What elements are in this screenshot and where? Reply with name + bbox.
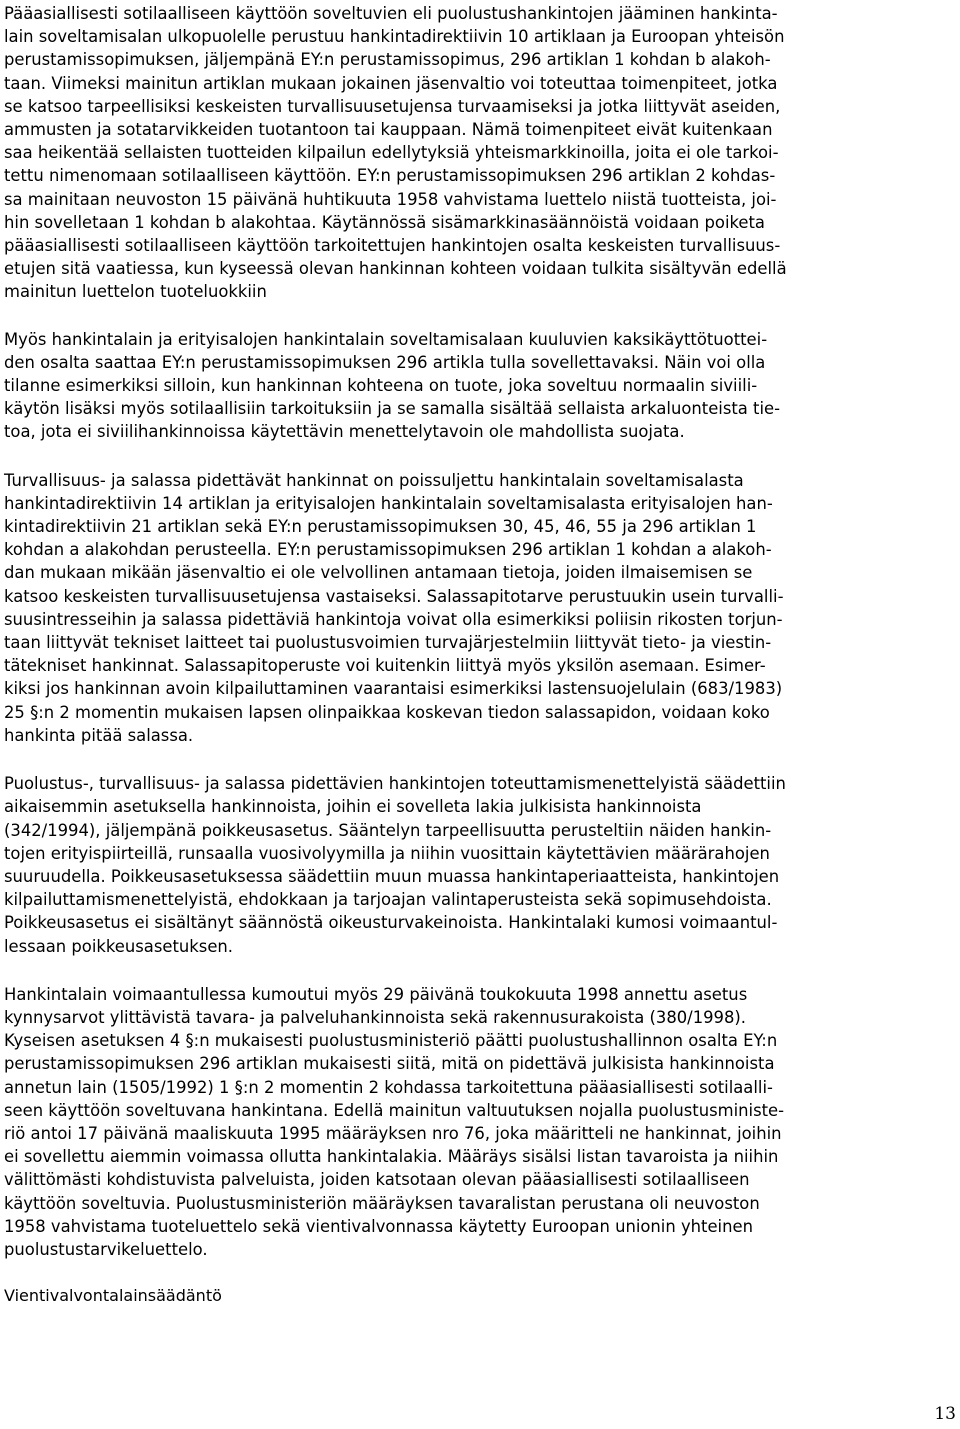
paragraph-security-secret-procurement: Turvallisuus- ja salassa pidettävät hankinnat on poissuljettu hankintalain soveltamisalasta hankintadirektiivin 14 artiklan ja erityisalojen hankintalain soveltamisalasta erityisalojen han- kintadirektiivin 21 artiklan sekä EY:n perustamissopimuksen 30, 45, 46, 55 ja 296 artiklan 1 kohdan a alakohdan perusteella. EY:n perustamissopimuksen 296 artiklan 1 kohdan a alakoh- dan mukaan mikään jäsenvaltio ei ole velvollinen antamaan tietoja, joiden ilmaisemisen se katsoo keskeisten turvallisuusetujensa vastaiseksi. Salassapitotarve perustuukin usein turvalli- suusintresseihin ja salassa pidettäviä hankintoja voivat olla esimerkiksi poliisin rikosten torjun- taan liittyvät tekniset laitteet tai puolustusvoimien turvajärjestelmiin liittyvät tieto- ja viestin- tätekniset hankinnat. Salassapitoperuste voi kuitenkin liittyä myös yksilön asemaan. Esimer- kiksi jos hankinnan avoin kilpailuttaminen vaarantaisi esimerkiksi lastensuojelulain (683/1983) 25 §:n 2 momentin mukaisen lapsen olinpaikkaa koskevan tiedon salassapidon, voidaan koko hankinta pitää salassa. [4,470,784,745]
paragraph-defence-procurement-exclusion: Pääasiallisesti sotilaalliseen käyttöön soveltuvien eli puolustushankintojen jääminen hankinta- lain soveltamisalan ulkopuolelle perustuu hankintadirektiivin 10 artiklaan ja Euroopan yhteisön perustamissopimuksen, jäljempänä EY:n perustamissopimus, 296 artiklan 1 kohdan b alakoh- taan. Viimeksi mainitun artiklan mukaan jokainen jäsenvaltio voi toteuttaa toimenpiteet, jotka se katsoo tarpeellisiksi keskeisten turvallisuusetujensa turvaamiseksi ja jotka liittyvät aseiden, ammusten ja sotatarvikkeiden tuotantoon tai kauppaan. Nämä toimenpiteet eivät kuitenkaan saa heikentää sellaisten tuotteiden kilpailun edellytyksiä yhteismarkkinoilla, joita ei ole tarkoi- tettu nimenomaan sotilaalliseen käyttöön. EY:n perustamissopimuksen 296 artiklan 2 kohdas- sa mainitaan neuvoston 15 päivänä huhtikuuta 1958 vahvistama luettelo niistä tuotteista, joi- hin sovelletaan 1 kohdan b alakohtaa. Käytännössä sisämarkkinasäännöistä voidaan poiketa pääasiallisesti sotilaalliseen käyttöön tarkoitettujen hankintojen osalta keskeisten turvallisuus- etujen sitä vaatiessa, kun kyseessä olevan hankinnan kohteen voidaan tulkita sisältyvän edellä mainitun luettelon tuoteluokkiin [4,4,787,302]
document-page [4,0,956,1307]
paragraph-dual-use-products: Myös hankintalain ja erityisalojen hankintalain soveltamisalaan kuuluvien kaksikäyttötuottei- den osalta saattaa EY:n perustamissopimuksen 296 artikla tulla sovellettavaksi. Näin voi olla tilanne esimerkiksi silloin, kun hankinnan kohteena on tuote, joka soveltuu normaalin siviili- käytön lisäksi myös sotilaallisiin tarkoituksiin ja se samalla sisältää sellaista arkaluonteista tie- toa, jota ei siviilihankinnoissa käytettävin menettelytavoin ole mahdollista suojata. [4,329,781,442]
section-heading: Vientivalvontalainsäädäntö [4,1286,222,1306]
page-number: 13 [934,1404,956,1424]
paragraph-threshold-decree: Hankintalain voimaantullessa kumoutui myös 29 päivänä toukokuuta 1998 annettu asetus kynnysarvot ylittävistä tavara- ja palveluhankinnoista sekä rakennusurakoista (380/1998). Kyseisen asetuksen 4 §:n mukaisesti puolustusministeriö päätti puolustushallinnon osalta EY:n perustamissopimuksen 296 artiklan mukaisesti siitä, mitä on pidettävä julkisista hankinnoista annetun lain (1505/1992) 1 §:n 2 momentin 2 kohdassa tarkoitettuna pääasiallisesti sotilaalli- seen käyttöön soveltuvana hankintana. Edellä mainitun valtuutuksen nojalla puolustusministe- riö antoi 17 päivänä maaliskuuta 1995 määräyksen nro 76, joka määritteli ne hankinnat, joihin ei sovellettu aiemmin voimassa ollutta hankintalakia. Määräys sisälsi listan tavaroista ja niihin välittömästi kohdistuvista palveluista, joiden katsotaan olevan pääasiallisesti sotilaalliseen käyttöön soveltuvia. Puolustusministeriön määräyksen tavaralistan perustana oli neuvoston 1958 vahvistama tuoteluettelo sekä vientivalvonnassa käytetty Euroopan unionin yhteinen puolustustarvikeluettelo. [4,984,785,1259]
paragraph-exception-decree: Puolustus-, turvallisuus- ja salassa pidettävien hankintojen toteuttamismenettelyistä säädettiin aikaisemmin asetuksella hankinnoista, joihin ei sovelleta lakia julkisista hankinnoista (342/1994), jäljempänä poikkeusasetus. Sääntelyn tarpeellisuutta perusteltiin näiden hankin- tojen erityispiirteillä, runsaalla vuosivolyymilla ja niihin vuosittain käytettävien määrärahojen suuruudella. Poikkeusasetuksessa säädettiin muun muassa hankintaperiaatteista, hankintojen kilpailuttamismenettelyistä, ehdokkaan ja tarjoajan valintaperusteista sekä sopimusehdoista. Poikkeusasetus ei sisältänyt säännöstä oikeusturvakeinoista. Hankintalaki kumosi voimaantul- lessaan poikkeusasetuksen. [4,774,786,956]
